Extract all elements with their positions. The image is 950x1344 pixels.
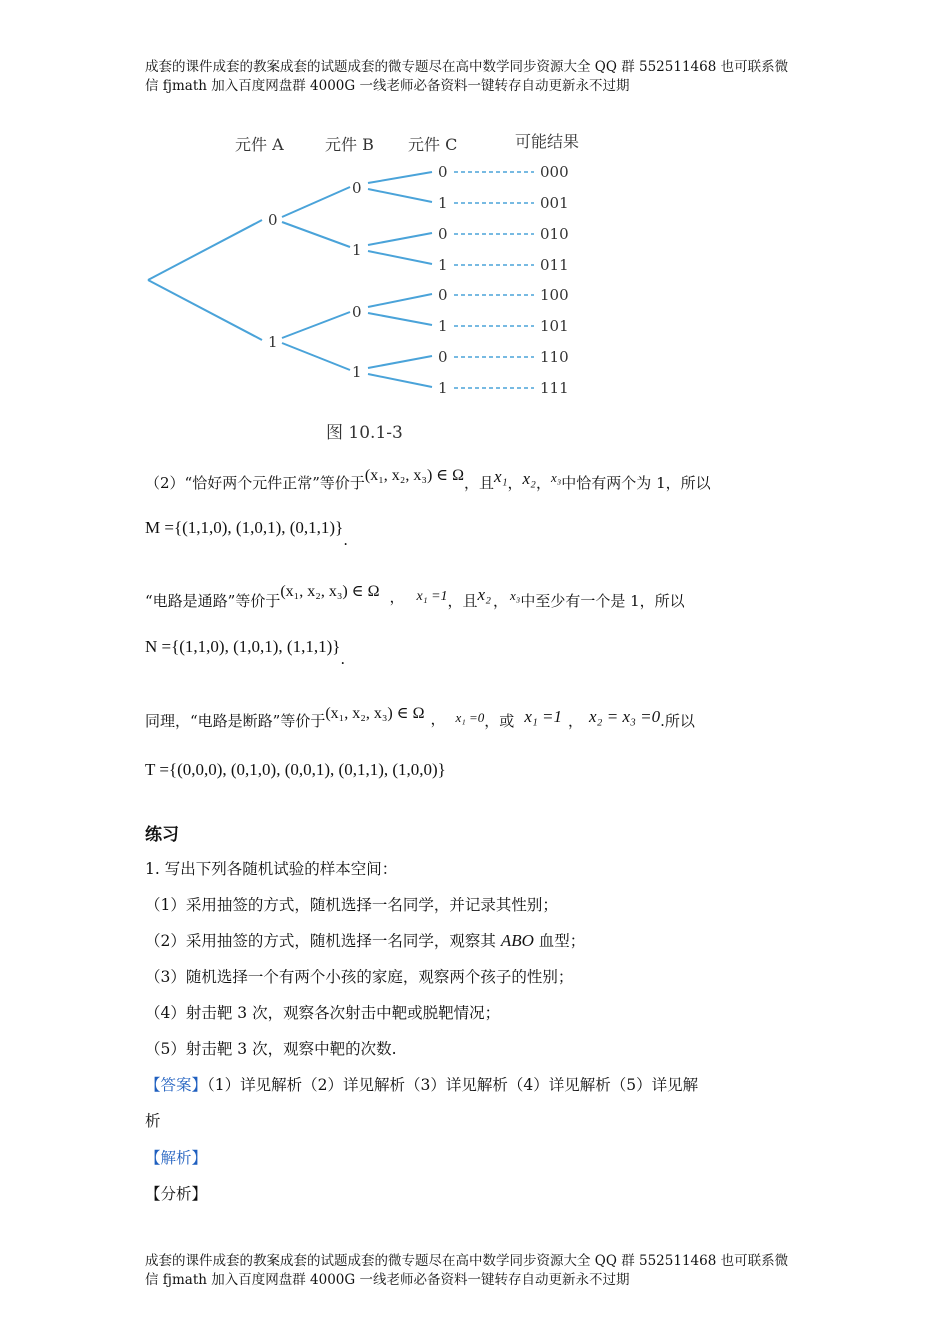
answer-text: （1）详见解析（2）详见解析（3）详见解析（4）详见解析（5）详见解 [207,1076,699,1094]
c-node-0: 0 [438,163,448,181]
fenxi-tag: 【分析】 [145,1185,208,1203]
branch-a0-b1 [282,222,350,247]
para-two-elements [145,467,711,493]
para1-comma-1: ， [507,474,523,492]
c-node-6: 0 [438,348,448,366]
para2-text-before: “电路是通路”等价于 [145,592,281,610]
result-0: 000 [540,163,569,181]
result-5: 101 [540,317,569,335]
a-node-0: 0 [268,211,278,229]
para1-comma-2: ， [535,474,551,492]
question-1: 1. 写出下列各随机试验的样本空间： [145,860,398,878]
set-m-dot: . [343,531,349,549]
c-node-3: 1 [438,256,448,274]
branch-b0-c0 [368,172,432,183]
set-n-dot: . [340,650,346,668]
b-node-1: 1 [352,241,362,259]
para3-x1-one: x₁ =1 [524,707,562,726]
c-node-4: 0 [438,286,448,304]
dashed-connectors [454,172,534,388]
b-node-3: 1 [352,363,362,381]
footer-line-1: 成套的课件成套的教案成套的试题成套的微专题尽在高中数学同步资源大全 QQ 群 552511468 也可联系微 [145,1253,789,1269]
col-header-result: 可能结果 [515,132,580,151]
para3-tuple: (x₁, x₂, x₃) ∈ Ω [325,705,425,722]
branch-b3-c1 [368,374,432,387]
para1-x1: x₁ [494,467,508,486]
page-header [145,58,815,96]
result-7: 111 [540,379,569,397]
c-node-5: 1 [438,317,448,335]
col-header-b: 元件 B [325,135,374,154]
para2-x3: x₃ [510,588,521,603]
para2-text-after: 中至少有一个是 1，所以 [520,592,685,610]
para1-text-after: 中恰有两个为 1，所以 [561,474,711,492]
tree-diagram-svg [140,125,610,445]
branch-a1-b0 [282,312,350,338]
col-header-c: 元件 C [408,135,458,154]
para2-x2: x₂ [477,585,491,604]
set-n-line [145,637,346,668]
set-m-equation: M ={(1,1,0), (1,0,1), (0,1,1)} [145,518,344,537]
question-1-item-5: （5）射击靶 3 次，观察中靶的次数. [145,1040,397,1058]
result-2: 010 [540,225,569,243]
set-m-line [145,518,349,549]
para2-tuple: (x₁, x₂, x₃) ∈ Ω [280,583,380,600]
answer-continuation: 析 [145,1112,161,1130]
practice-title: 练习 [145,825,179,845]
question-1-item-2 [145,929,585,951]
result-3: 011 [540,256,569,274]
para3-x2-x3-zero: x₂ = x₃ =0 [589,707,661,726]
result-6: 110 [540,348,569,366]
c-node-7: 1 [438,379,448,397]
question-1-item-1: （1）采用抽签的方式，随机选择一名同学，并记录其性别； [145,896,558,914]
para1-tuple: (x₁, x₂, x₃) ∈ Ω [364,467,465,484]
branch-a1-b1 [282,343,350,370]
set-t-line [145,760,446,780]
figure-caption: 图 10.1-3 [326,423,403,443]
branch-b1-c1 [368,251,432,264]
question-1-item-3: （3）随机选择一个有两个小孩的家庭，观察两个孩子的性别； [145,968,574,986]
question-1-item-4: （4）射击靶 3 次，观察各次射击中靶或脱靶情况； [145,1004,501,1022]
para-circuit-off: 同理，“电路是断路”等价于(x₁, x₂, x₃) ∈ Ω ， x₁ =0，或 x₁ =1 ， x₂ = x₃ =0.所以 [145,705,695,730]
c-node-2: 0 [438,225,448,243]
para3-or: ，或 [484,712,515,730]
set-t-equation: T ={(0,0,0), (0,1,0), (0,0,1), (0,1,1), (1,0,0)} [145,760,446,779]
branch-b2-c0 [368,294,432,307]
para1-text-before: （2）“恰好两个元件正常”等价于 [145,474,365,492]
answer-tag: 【答案】 [145,1076,208,1094]
c-node-1: 1 [438,194,448,212]
abo-term: ABO [500,931,534,950]
tree-diagram [140,125,610,445]
branch-b3-c0 [368,356,432,368]
para1-x2: x₂ [522,469,536,488]
header-line-1: 成套的课件成套的教案成套的试题成套的微专题尽在高中数学同步资源大全 QQ 群 552511468 也可联系微 [145,59,789,75]
b-node-0: 0 [352,179,362,197]
header-line-2: 信 fjmath 加入百度网盘群 4000G 一线老师必备资料一键转存自动更新永不过期 [145,78,630,94]
col-header-a: 元件 A [235,135,284,154]
para2-x1-cond: x₁ =1 [416,589,448,604]
branch-b0-c1 [368,189,432,202]
branch-b1-c0 [368,233,432,245]
branch-root-1 [148,280,262,340]
result-4: 100 [540,286,569,304]
para3-x1-zero: x₁ =0 [455,710,485,725]
result-1: 001 [540,194,569,212]
para3-text-before: 同理，“电路是断路”等价于 [145,712,326,730]
footer-line-2: 信 fjmath 加入百度网盘群 4000G 一线老师必备资料一键转存自动更新永不过期 [145,1272,630,1288]
set-n-equation: N ={(1,1,0), (1,0,1), (1,1,1)} [145,637,341,656]
branch-a0-b0 [282,187,350,217]
analysis-tag: 【解析】 [145,1149,208,1167]
branch-b2-c1 [368,313,432,325]
para2-text-mid: ，且 [447,592,478,610]
para3-text-after: .所以 [660,712,695,730]
para1-text-mid: ，且 [464,474,495,492]
para-circuit-on: “电路是通路”等价于(x₁, x₂, x₃) ∈ Ω ， x₁ =1，且x₂ ， x₃中至少有一个是 1，所以 [145,583,685,610]
item-2-text: （2）采用抽签的方式，随机选择一名同学，观察其 [145,932,496,950]
para1-x3: x₃ [551,470,562,485]
page-footer [145,1252,815,1290]
a-node-1: 1 [268,333,278,351]
answer-line [145,1073,698,1095]
item-2-text-after: 血型； [538,932,586,950]
branch-root-0 [148,220,262,280]
b-node-2: 0 [352,303,362,321]
